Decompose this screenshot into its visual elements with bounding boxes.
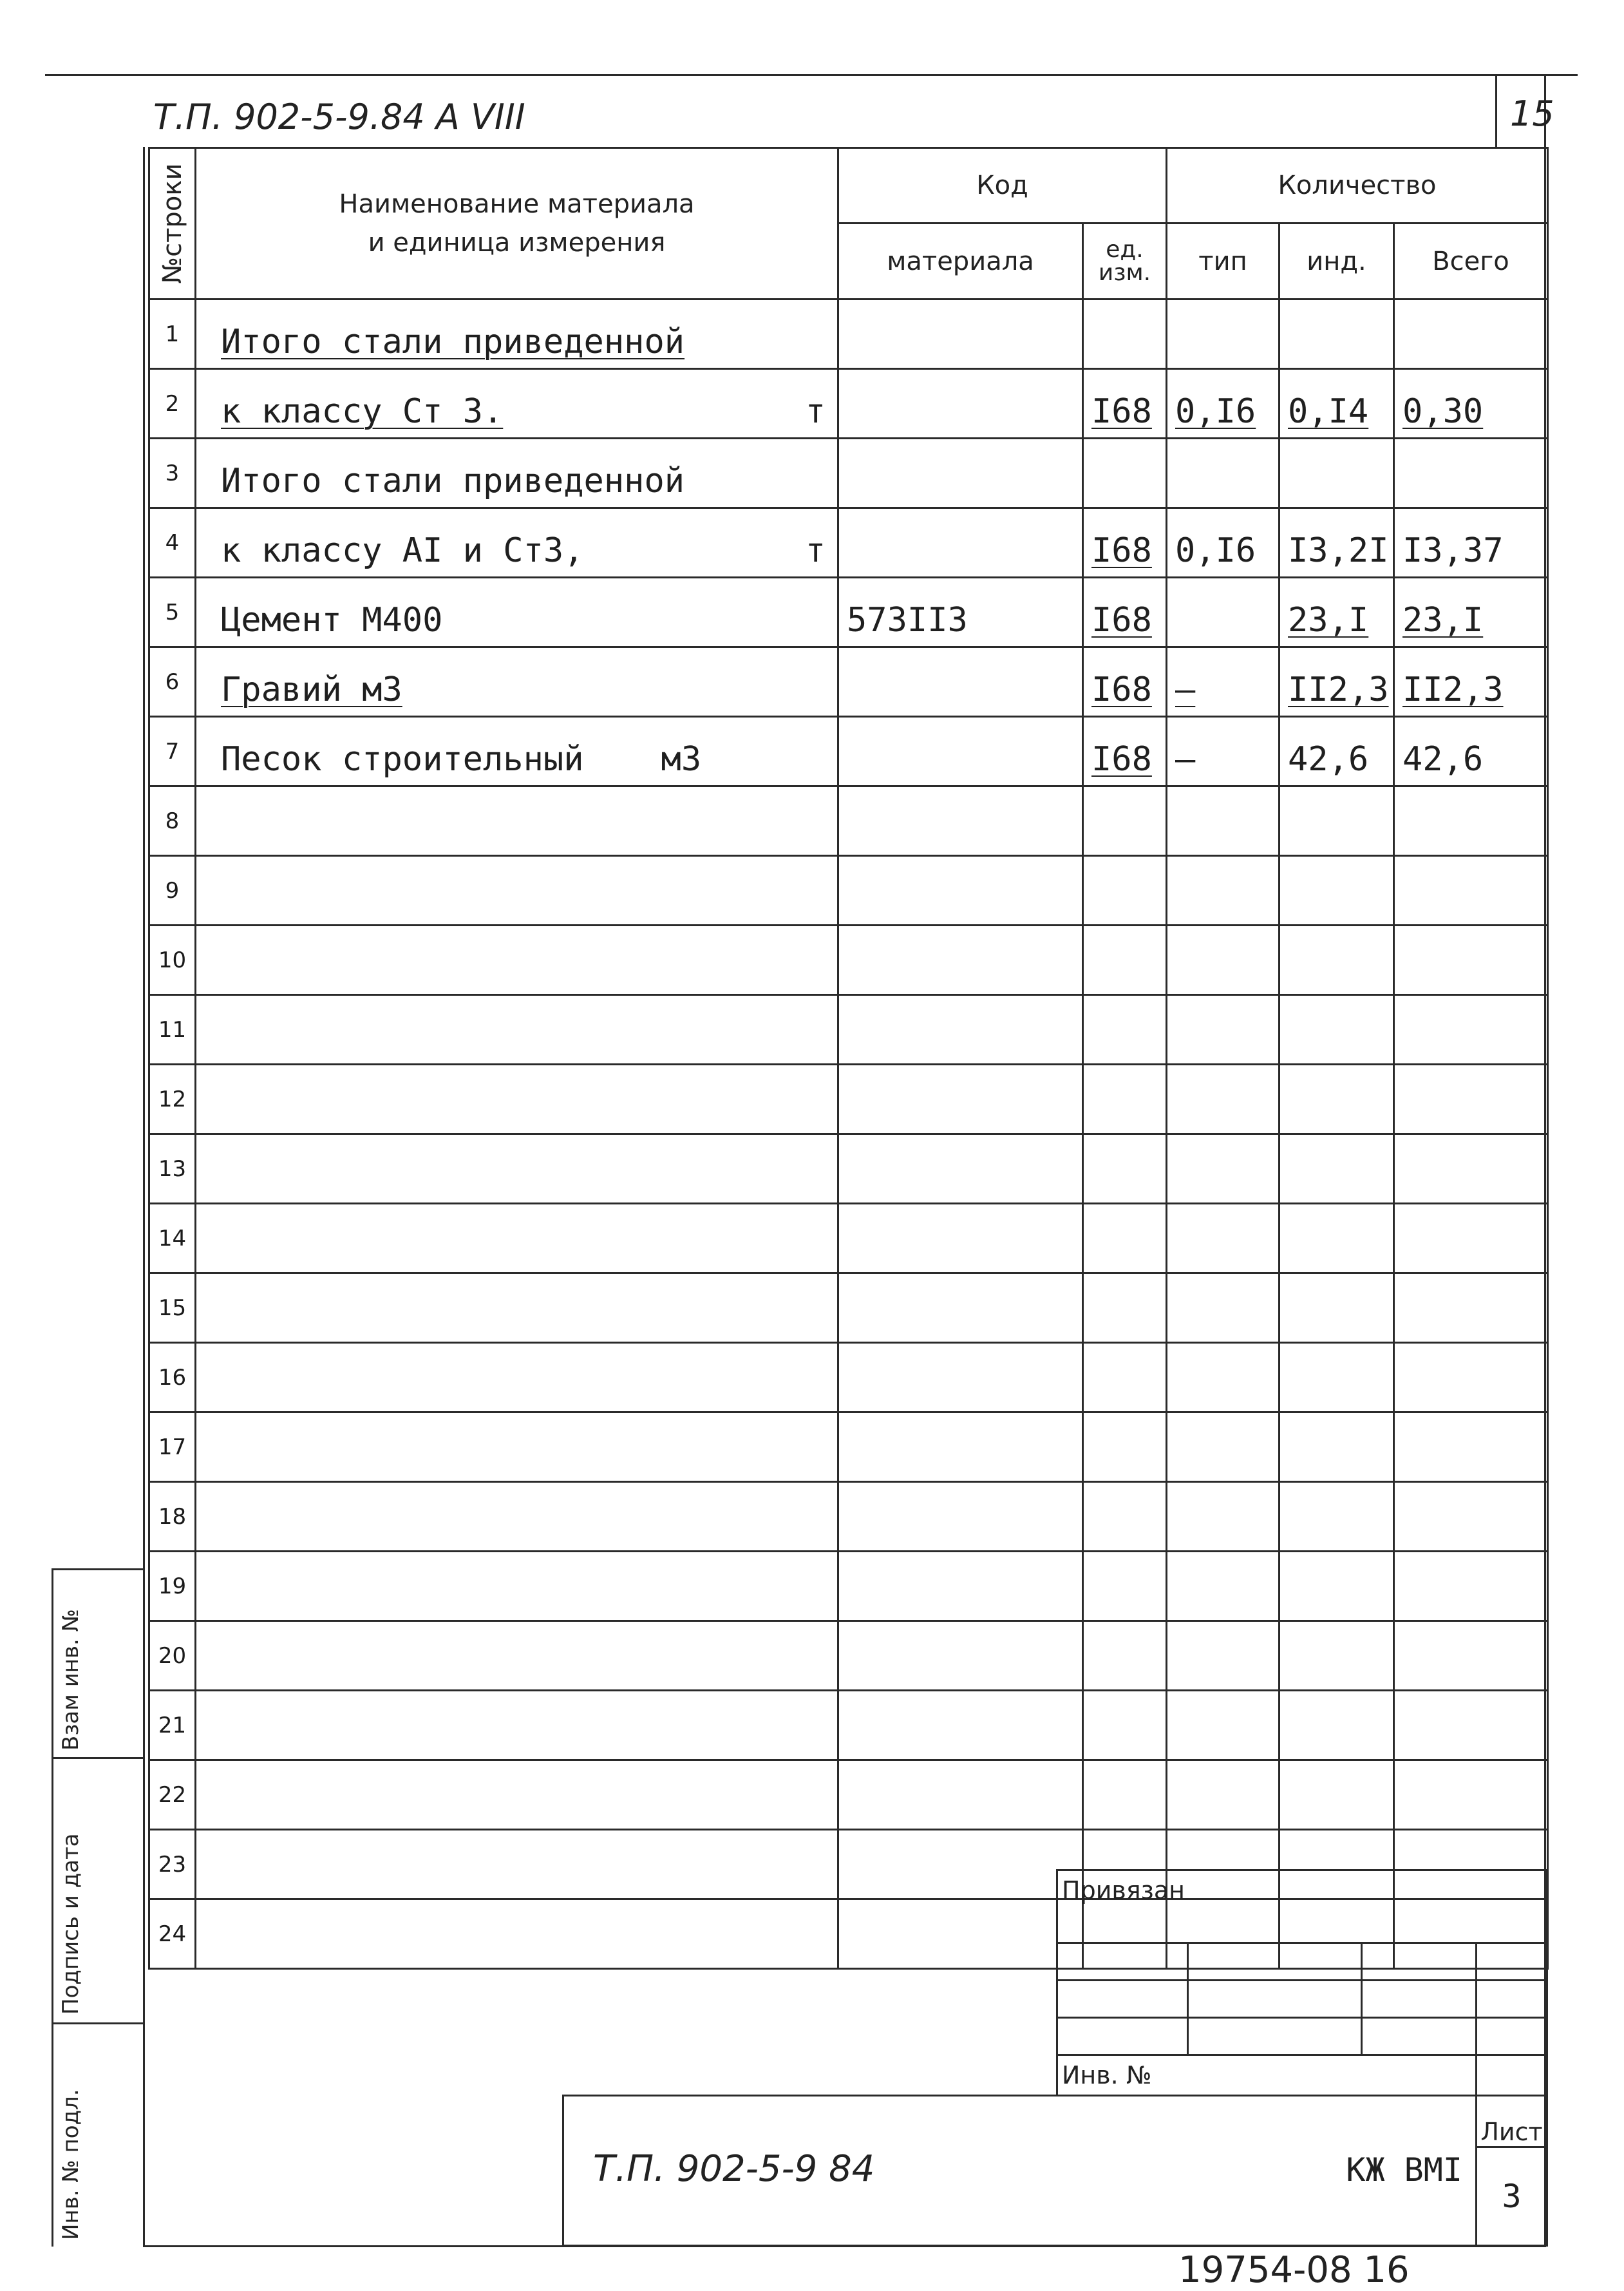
material-name — [196, 1412, 838, 1482]
material-name — [196, 1830, 838, 1899]
qty-type — [1167, 1691, 1279, 1760]
material-name — [196, 508, 838, 578]
qty-total — [1394, 1552, 1548, 1621]
qty-type — [1167, 926, 1279, 995]
material-code — [838, 1621, 1083, 1691]
qty-total — [1394, 299, 1548, 369]
material-name — [196, 1273, 838, 1343]
material-code — [838, 1204, 1083, 1273]
unit-code — [1083, 1065, 1167, 1134]
top-rule — [45, 74, 1578, 76]
material-code — [838, 1691, 1083, 1760]
material-code — [838, 1343, 1083, 1412]
archive-number: 19754-08 16 — [1178, 2249, 1410, 2291]
header-quantity: Количество — [1167, 148, 1548, 223]
unit-code — [1083, 1621, 1167, 1691]
unit-code — [1083, 1343, 1167, 1412]
qty-ind: II2,3 — [1279, 647, 1394, 717]
row-number: 14 — [149, 1204, 196, 1273]
qty-ind — [1279, 1552, 1394, 1621]
doc-code: Т.П. 902-5-9.84 А VIII — [153, 97, 525, 137]
unit-code — [1083, 995, 1167, 1065]
material-code — [838, 717, 1083, 786]
row-number: 19 — [149, 1552, 196, 1621]
unit-code — [1083, 1412, 1167, 1482]
header-qty-total: Всего — [1394, 223, 1548, 299]
qty-ind — [1279, 1412, 1394, 1482]
qty-total — [1394, 856, 1548, 926]
row-number: 23 — [149, 1830, 196, 1899]
qty-total — [1394, 1691, 1548, 1760]
header-qty-ind: инд. — [1279, 223, 1394, 299]
qty-ind — [1279, 786, 1394, 856]
material-name — [196, 1482, 838, 1552]
material-name — [196, 995, 838, 1065]
unit-code — [1083, 926, 1167, 995]
qty-total — [1394, 995, 1548, 1065]
title-code: Т.П. 902-5-9 84 — [593, 2148, 875, 2190]
unit-code — [1083, 299, 1167, 369]
qty-ind: I3,2I — [1279, 508, 1394, 578]
row-number: 20 — [149, 1621, 196, 1691]
material-name — [196, 856, 838, 926]
qty-ind — [1279, 439, 1394, 508]
table-row — [149, 1065, 1548, 1134]
material-name-text: Итого стали приведенной — [221, 323, 685, 361]
qty-ind: 23,I — [1279, 578, 1394, 647]
unit-code — [1083, 1691, 1167, 1760]
qty-total — [1394, 1204, 1548, 1273]
qty-type — [1167, 1134, 1279, 1204]
row-number: 11 — [149, 995, 196, 1065]
qty-type — [1167, 995, 1279, 1065]
material-code — [838, 1482, 1083, 1552]
qty-total: 23,I — [1394, 578, 1548, 647]
qty-ind — [1279, 1621, 1394, 1691]
row-number: 1 — [149, 299, 196, 369]
material-code — [838, 856, 1083, 926]
material-unit: т — [805, 531, 826, 570]
material-code — [838, 1134, 1083, 1204]
unit-code: I68 — [1083, 647, 1167, 717]
row-number: 10 — [149, 926, 196, 995]
material-code — [838, 299, 1083, 369]
material-name-text: Цемент М400 — [221, 601, 443, 640]
qty-type — [1167, 439, 1279, 508]
material-name — [196, 926, 838, 995]
side-label-vzam: Взам инв. № — [58, 1608, 84, 1751]
table-row — [149, 578, 1548, 647]
material-unit: т — [805, 392, 826, 431]
material-code — [838, 369, 1083, 439]
table-row — [149, 1621, 1548, 1691]
row-number: 7 — [149, 717, 196, 786]
qty-type — [1167, 1343, 1279, 1412]
row-number: 12 — [149, 1065, 196, 1134]
left-border — [143, 147, 145, 2247]
material-code — [838, 995, 1083, 1065]
material-code — [838, 647, 1083, 717]
table-row — [149, 1343, 1548, 1412]
material-name-text: Гравий м3 — [221, 670, 402, 709]
qty-type — [1167, 299, 1279, 369]
materials-table — [148, 147, 1549, 1970]
material-name — [196, 1621, 838, 1691]
material-name — [196, 1134, 838, 1204]
row-number: 3 — [149, 439, 196, 508]
unit-code — [1083, 1134, 1167, 1204]
table-row — [149, 926, 1548, 995]
unit-code — [1083, 1760, 1167, 1830]
material-code — [838, 1065, 1083, 1134]
material-name — [196, 1691, 838, 1760]
qty-total — [1394, 786, 1548, 856]
unit-code: I68 — [1083, 578, 1167, 647]
row-number: 8 — [149, 786, 196, 856]
header-code: Код — [838, 148, 1167, 223]
qty-total — [1394, 1134, 1548, 1204]
header-code-material: материала — [838, 223, 1083, 299]
material-name — [196, 1552, 838, 1621]
row-number: 16 — [149, 1343, 196, 1412]
material-name — [196, 717, 838, 786]
unit-code — [1083, 856, 1167, 926]
qty-type — [1167, 1621, 1279, 1691]
table-row — [149, 786, 1548, 856]
unit-code — [1083, 786, 1167, 856]
side-label-inv-podl: Инв. № подл. — [58, 2089, 84, 2240]
row-number: 17 — [149, 1412, 196, 1482]
privyazan-label: Привязан — [1062, 1876, 1185, 1905]
qty-ind: 42,6 — [1279, 717, 1394, 786]
page-number-separator — [1495, 76, 1497, 147]
qty-total: II2,3 — [1394, 647, 1548, 717]
row-number: 5 — [149, 578, 196, 647]
table-row — [149, 1552, 1548, 1621]
material-code — [838, 1830, 1083, 1899]
qty-type — [1167, 786, 1279, 856]
table-row — [149, 1412, 1548, 1482]
header-row-number: №строки — [149, 148, 196, 299]
qty-type — [1167, 578, 1279, 647]
unit-code: I68 — [1083, 717, 1167, 786]
row-number: 13 — [149, 1134, 196, 1204]
qty-total: 42,6 — [1394, 717, 1548, 786]
sheet-label: Лист — [1480, 2118, 1543, 2146]
qty-ind — [1279, 1760, 1394, 1830]
unit-code — [1083, 1482, 1167, 1552]
material-name — [196, 299, 838, 369]
qty-ind — [1279, 995, 1394, 1065]
qty-type — [1167, 1273, 1279, 1343]
header-name — [196, 148, 838, 299]
qty-type: – — [1167, 647, 1279, 717]
qty-ind — [1279, 1204, 1394, 1273]
unit-code — [1083, 1273, 1167, 1343]
material-name-text: Песок строительный — [221, 740, 584, 779]
table-row — [149, 1134, 1548, 1204]
table-row — [149, 1204, 1548, 1273]
header-name-line2: и единица измерения — [368, 228, 666, 258]
material-name — [196, 647, 838, 717]
table-row — [149, 1691, 1548, 1760]
row-number: 6 — [149, 647, 196, 717]
table-row — [149, 717, 1548, 786]
row-number: 2 — [149, 369, 196, 439]
row-number: 21 — [149, 1691, 196, 1760]
table-row — [149, 647, 1548, 717]
table-row — [149, 1482, 1548, 1552]
header-qty-type: тип — [1167, 223, 1279, 299]
qty-type — [1167, 1204, 1279, 1273]
title-block — [562, 2095, 1548, 2247]
side-divider-1 — [52, 1568, 143, 1570]
unit-code — [1083, 1552, 1167, 1621]
qty-type: 0,I6 — [1167, 369, 1279, 439]
qty-total — [1394, 926, 1548, 995]
side-label-podpis: Подпись и дата — [58, 1833, 84, 2015]
unit-code: I68 — [1083, 508, 1167, 578]
material-code — [838, 1412, 1083, 1482]
material-code — [838, 1552, 1083, 1621]
qty-type — [1167, 1552, 1279, 1621]
table-row — [149, 1273, 1548, 1343]
qty-type: – — [1167, 717, 1279, 786]
qty-type — [1167, 856, 1279, 926]
material-code — [838, 439, 1083, 508]
header-name-line1: Наименование материала — [339, 189, 695, 219]
qty-total: 0,30 — [1394, 369, 1548, 439]
unit-code: I68 — [1083, 369, 1167, 439]
qty-type — [1167, 1065, 1279, 1134]
material-code — [838, 1760, 1083, 1830]
qty-ind: 0,I4 — [1279, 369, 1394, 439]
inv-no-label: Инв. № — [1062, 2061, 1152, 2089]
material-code — [838, 926, 1083, 995]
material-name — [196, 578, 838, 647]
row-number: 15 — [149, 1273, 196, 1343]
unit-code — [1083, 1204, 1167, 1273]
material-name-text: Итого стали приведенной — [221, 462, 685, 500]
qty-ind — [1279, 926, 1394, 995]
qty-ind — [1279, 1482, 1394, 1552]
material-code — [838, 786, 1083, 856]
title-mark: КЖ ВМI — [1346, 2151, 1462, 2189]
privyazan-block — [1056, 1869, 1548, 2096]
qty-total — [1394, 1343, 1548, 1412]
qty-ind — [1279, 1065, 1394, 1134]
header-code-unit: ед. изм. — [1083, 223, 1167, 299]
qty-total — [1394, 1273, 1548, 1343]
row-number: 18 — [149, 1482, 196, 1552]
qty-ind — [1279, 856, 1394, 926]
side-divider-3 — [52, 2022, 143, 2024]
table-row — [149, 369, 1548, 439]
qty-ind — [1279, 1134, 1394, 1204]
table-row — [149, 1760, 1548, 1830]
material-name — [196, 1343, 838, 1412]
row-number: 9 — [149, 856, 196, 926]
material-code — [838, 508, 1083, 578]
table-row — [149, 856, 1548, 926]
qty-type — [1167, 1760, 1279, 1830]
side-divider-2 — [52, 1757, 143, 1759]
material-code — [838, 1273, 1083, 1343]
table-row — [149, 439, 1548, 508]
sheet-number: 3 — [1502, 2178, 1522, 2215]
qty-total — [1394, 439, 1548, 508]
qty-total — [1394, 1482, 1548, 1552]
material-unit: м3 — [661, 740, 702, 779]
qty-ind — [1279, 1273, 1394, 1343]
table-row — [149, 995, 1548, 1065]
qty-total — [1394, 1760, 1548, 1830]
material-name — [196, 369, 838, 439]
material-code — [838, 1899, 1083, 1969]
page-number: 15 — [1510, 93, 1554, 134]
material-name — [196, 439, 838, 508]
qty-type: 0,I6 — [1167, 508, 1279, 578]
row-number: 4 — [149, 508, 196, 578]
material-name — [196, 1899, 838, 1969]
side-column-line — [52, 1568, 53, 2247]
material-name — [196, 1204, 838, 1273]
qty-total — [1394, 1621, 1548, 1691]
qty-type — [1167, 1412, 1279, 1482]
qty-ind — [1279, 299, 1394, 369]
qty-ind — [1279, 1691, 1394, 1760]
material-name-text: к классу Ст 3. — [221, 392, 504, 431]
qty-ind — [1279, 1343, 1394, 1412]
qty-total — [1394, 1412, 1548, 1482]
material-name-text: к классу АI и Ст3, — [221, 531, 584, 570]
material-name — [196, 1760, 838, 1830]
qty-total — [1394, 1065, 1548, 1134]
material-name — [196, 1065, 838, 1134]
qty-total: I3,37 — [1394, 508, 1548, 578]
qty-type — [1167, 1482, 1279, 1552]
material-name — [196, 786, 838, 856]
row-number: 22 — [149, 1760, 196, 1830]
unit-code — [1083, 439, 1167, 508]
table-row — [149, 299, 1548, 369]
table-row — [149, 508, 1548, 578]
row-number: 24 — [149, 1899, 196, 1969]
material-code: 573II3 — [838, 578, 1083, 647]
